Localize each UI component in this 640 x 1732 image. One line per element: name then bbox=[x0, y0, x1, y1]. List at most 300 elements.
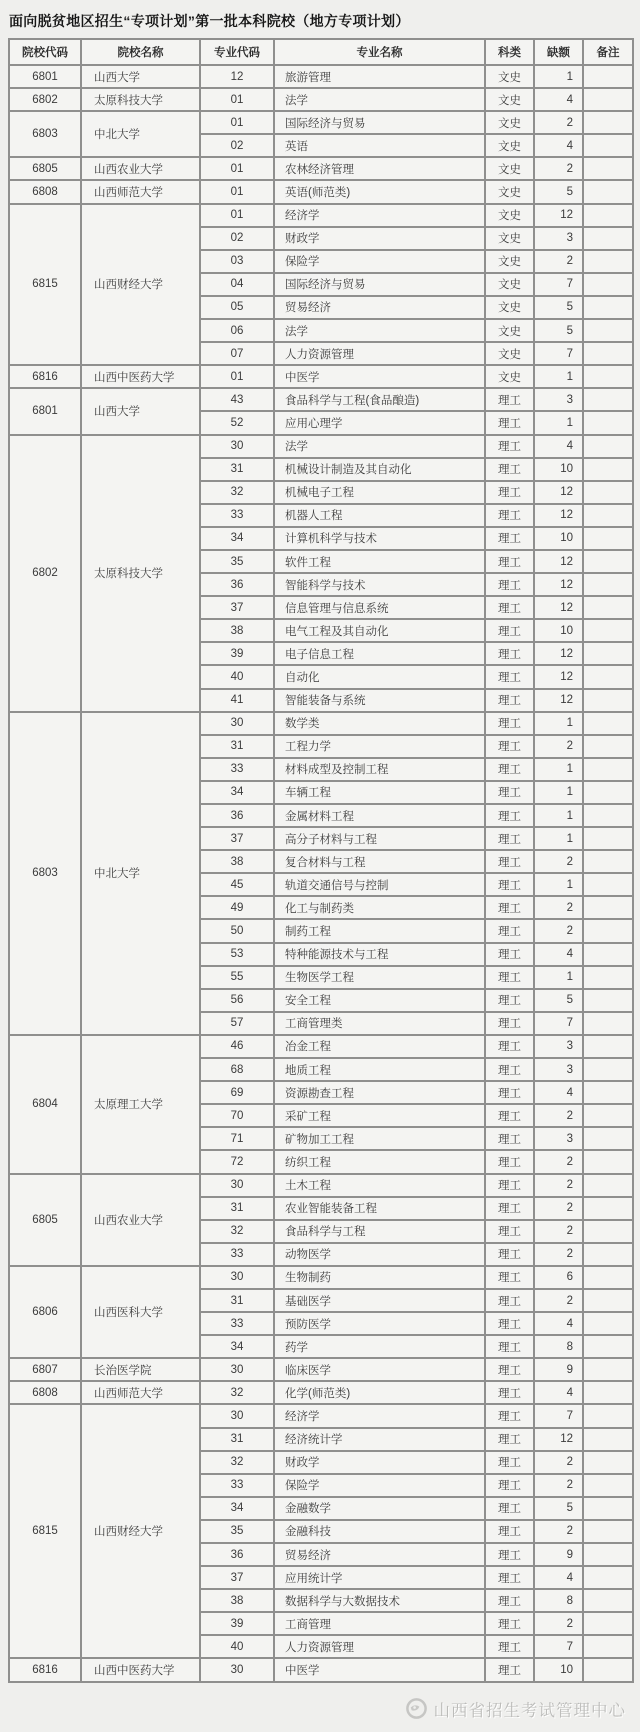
category-cell: 理工 bbox=[485, 896, 534, 919]
vacancy-cell: 1 bbox=[534, 781, 583, 804]
major-name-cell: 采矿工程 bbox=[274, 1104, 485, 1127]
major-name-cell: 中医学 bbox=[274, 1658, 485, 1681]
vacancy-cell: 12 bbox=[534, 1428, 583, 1451]
note-cell bbox=[583, 1220, 633, 1243]
major-name-cell: 预防医学 bbox=[274, 1312, 485, 1335]
note-cell bbox=[583, 1474, 633, 1497]
category-cell: 理工 bbox=[485, 827, 534, 850]
note-cell bbox=[583, 919, 633, 942]
college-name-cell: 山西师范大学 bbox=[81, 1381, 200, 1404]
vacancy-cell: 1 bbox=[534, 873, 583, 896]
note-cell bbox=[583, 1035, 633, 1058]
vacancy-cell: 2 bbox=[534, 250, 583, 273]
major-name-cell: 英语 bbox=[274, 134, 485, 157]
college-name-cell: 太原科技大学 bbox=[81, 435, 200, 712]
note-cell bbox=[583, 111, 633, 134]
vacancy-cell: 9 bbox=[534, 1358, 583, 1381]
category-cell: 理工 bbox=[485, 1566, 534, 1589]
major-name-cell: 资源勘查工程 bbox=[274, 1081, 485, 1104]
major-name-cell: 经济学 bbox=[274, 1404, 485, 1427]
major-name-cell: 经济统计学 bbox=[274, 1428, 485, 1451]
major-name-cell: 生物制药 bbox=[274, 1266, 485, 1289]
vacancy-cell: 2 bbox=[534, 1520, 583, 1543]
admissions-vacancy-table bbox=[8, 38, 634, 1683]
column-header-6: 备注 bbox=[583, 39, 633, 65]
major-code-cell: 30 bbox=[200, 1658, 274, 1681]
major-name-cell: 自动化 bbox=[274, 665, 485, 688]
major-code-cell: 38 bbox=[200, 1589, 274, 1612]
vacancy-cell: 4 bbox=[534, 435, 583, 458]
major-name-cell: 地质工程 bbox=[274, 1058, 485, 1081]
major-name-cell: 动物医学 bbox=[274, 1243, 485, 1266]
major-name-cell: 机械设计制造及其自动化 bbox=[274, 458, 485, 481]
major-code-cell: 01 bbox=[200, 180, 274, 203]
note-cell bbox=[583, 689, 633, 712]
note-cell bbox=[583, 943, 633, 966]
category-cell: 文史 bbox=[485, 296, 534, 319]
note-cell bbox=[583, 550, 633, 573]
table-header-row bbox=[9, 39, 633, 65]
college-code-cell: 6803 bbox=[9, 712, 81, 1035]
table-body bbox=[9, 65, 633, 1682]
college-code-cell: 6802 bbox=[9, 88, 81, 111]
category-cell: 理工 bbox=[485, 873, 534, 896]
vacancy-cell: 8 bbox=[534, 1589, 583, 1612]
vacancy-cell: 2 bbox=[534, 919, 583, 942]
major-name-cell: 人力资源管理 bbox=[274, 342, 485, 365]
note-cell bbox=[583, 250, 633, 273]
major-name-cell: 矿物加工工程 bbox=[274, 1127, 485, 1150]
college-name-cell: 山西财经大学 bbox=[81, 204, 200, 366]
note-cell bbox=[583, 1289, 633, 1312]
major-name-cell: 法学 bbox=[274, 435, 485, 458]
major-name-cell: 财政学 bbox=[274, 1451, 485, 1474]
table-row bbox=[9, 712, 633, 735]
table-row bbox=[9, 1381, 633, 1404]
category-cell: 理工 bbox=[485, 1635, 534, 1658]
major-code-cell: 02 bbox=[200, 134, 274, 157]
college-name-cell: 中北大学 bbox=[81, 111, 200, 157]
category-cell: 理工 bbox=[485, 1012, 534, 1035]
major-code-cell: 34 bbox=[200, 527, 274, 550]
major-code-cell: 39 bbox=[200, 1612, 274, 1635]
college-code-cell: 6802 bbox=[9, 435, 81, 712]
major-name-cell: 化学(师范类) bbox=[274, 1381, 485, 1404]
major-name-cell: 智能装备与系统 bbox=[274, 689, 485, 712]
category-cell: 理工 bbox=[485, 689, 534, 712]
vacancy-cell: 12 bbox=[534, 642, 583, 665]
note-cell bbox=[583, 1127, 633, 1150]
major-name-cell: 国际经济与贸易 bbox=[274, 273, 485, 296]
category-cell: 理工 bbox=[485, 1451, 534, 1474]
category-cell: 理工 bbox=[485, 1058, 534, 1081]
major-name-cell: 安全工程 bbox=[274, 989, 485, 1012]
note-cell bbox=[583, 1612, 633, 1635]
note-cell bbox=[583, 1404, 633, 1427]
major-name-cell: 计算机科学与技术 bbox=[274, 527, 485, 550]
vacancy-cell: 2 bbox=[534, 157, 583, 180]
category-cell: 理工 bbox=[485, 1220, 534, 1243]
note-cell bbox=[583, 1589, 633, 1612]
college-name-cell: 中北大学 bbox=[81, 712, 200, 1035]
note-cell bbox=[583, 388, 633, 411]
major-code-cell: 37 bbox=[200, 1566, 274, 1589]
vacancy-cell: 9 bbox=[534, 1543, 583, 1566]
major-code-cell: 32 bbox=[200, 1220, 274, 1243]
major-code-cell: 45 bbox=[200, 873, 274, 896]
major-name-cell: 金融数学 bbox=[274, 1497, 485, 1520]
note-cell bbox=[583, 319, 633, 342]
category-cell: 理工 bbox=[485, 712, 534, 735]
major-code-cell: 33 bbox=[200, 1312, 274, 1335]
category-cell: 理工 bbox=[485, 619, 534, 642]
vacancy-cell: 8 bbox=[534, 1335, 583, 1358]
major-code-cell: 30 bbox=[200, 1266, 274, 1289]
note-cell bbox=[583, 1543, 633, 1566]
major-code-cell: 40 bbox=[200, 1635, 274, 1658]
major-code-cell: 04 bbox=[200, 273, 274, 296]
vacancy-cell: 4 bbox=[534, 943, 583, 966]
major-name-cell: 药学 bbox=[274, 1335, 485, 1358]
category-cell: 理工 bbox=[485, 919, 534, 942]
category-cell: 文史 bbox=[485, 342, 534, 365]
note-cell bbox=[583, 966, 633, 989]
vacancy-cell: 3 bbox=[534, 1058, 583, 1081]
major-name-cell: 人力资源管理 bbox=[274, 1635, 485, 1658]
college-code-cell: 6816 bbox=[9, 1658, 81, 1681]
major-code-cell: 32 bbox=[200, 1381, 274, 1404]
major-name-cell: 软件工程 bbox=[274, 550, 485, 573]
category-cell: 理工 bbox=[485, 781, 534, 804]
major-code-cell: 03 bbox=[200, 250, 274, 273]
major-name-cell: 金融科技 bbox=[274, 1520, 485, 1543]
major-name-cell: 保险学 bbox=[274, 1474, 485, 1497]
college-name-cell: 山西农业大学 bbox=[81, 157, 200, 180]
category-cell: 理工 bbox=[485, 735, 534, 758]
category-cell: 理工 bbox=[485, 1381, 534, 1404]
major-name-cell: 纺织工程 bbox=[274, 1150, 485, 1173]
category-cell: 理工 bbox=[485, 1428, 534, 1451]
major-code-cell: 50 bbox=[200, 919, 274, 942]
college-code-cell: 6806 bbox=[9, 1266, 81, 1358]
note-cell bbox=[583, 642, 633, 665]
vacancy-cell: 7 bbox=[534, 1012, 583, 1035]
vacancy-cell: 2 bbox=[534, 1174, 583, 1197]
major-name-cell: 制药工程 bbox=[274, 919, 485, 942]
note-cell bbox=[583, 1150, 633, 1173]
major-name-cell: 财政学 bbox=[274, 227, 485, 250]
vacancy-cell: 2 bbox=[534, 1220, 583, 1243]
college-name-cell: 长治医学院 bbox=[81, 1358, 200, 1381]
major-name-cell: 机器人工程 bbox=[274, 504, 485, 527]
major-name-cell: 智能科学与技术 bbox=[274, 573, 485, 596]
column-header-4: 科类 bbox=[485, 39, 534, 65]
college-code-cell: 6803 bbox=[9, 111, 81, 157]
note-cell bbox=[583, 1635, 633, 1658]
category-cell: 理工 bbox=[485, 1289, 534, 1312]
category-cell: 理工 bbox=[485, 458, 534, 481]
vacancy-cell: 10 bbox=[534, 527, 583, 550]
page-title: 面向脱贫地区招生“专项计划”第一批本科院校（地方专项计划） bbox=[9, 13, 410, 29]
major-name-cell: 复合材料与工程 bbox=[274, 850, 485, 873]
vacancy-cell: 2 bbox=[534, 1612, 583, 1635]
major-code-cell: 70 bbox=[200, 1104, 274, 1127]
category-cell: 文史 bbox=[485, 365, 534, 388]
category-cell: 理工 bbox=[485, 1404, 534, 1427]
major-name-cell: 工程力学 bbox=[274, 735, 485, 758]
vacancy-cell: 12 bbox=[534, 689, 583, 712]
major-code-cell: 05 bbox=[200, 296, 274, 319]
major-code-cell: 49 bbox=[200, 896, 274, 919]
category-cell: 理工 bbox=[485, 435, 534, 458]
major-name-cell: 工商管理类 bbox=[274, 1012, 485, 1035]
category-cell: 理工 bbox=[485, 966, 534, 989]
vacancy-cell: 2 bbox=[534, 1104, 583, 1127]
category-cell: 理工 bbox=[485, 665, 534, 688]
table-header bbox=[9, 39, 633, 65]
major-code-cell: 01 bbox=[200, 365, 274, 388]
major-name-cell: 化工与制药类 bbox=[274, 896, 485, 919]
table-row bbox=[9, 1035, 633, 1058]
table-row bbox=[9, 435, 633, 458]
major-code-cell: 01 bbox=[200, 157, 274, 180]
vacancy-cell: 1 bbox=[534, 966, 583, 989]
major-code-cell: 02 bbox=[200, 227, 274, 250]
note-cell bbox=[583, 65, 633, 88]
vacancy-cell: 4 bbox=[534, 1566, 583, 1589]
vacancy-cell: 7 bbox=[534, 342, 583, 365]
note-cell bbox=[583, 342, 633, 365]
category-cell: 理工 bbox=[485, 1474, 534, 1497]
category-cell: 理工 bbox=[485, 1312, 534, 1335]
major-name-cell: 贸易经济 bbox=[274, 1543, 485, 1566]
major-name-cell: 英语(师范类) bbox=[274, 180, 485, 203]
major-name-cell: 生物医学工程 bbox=[274, 966, 485, 989]
vacancy-cell: 2 bbox=[534, 1243, 583, 1266]
major-code-cell: 38 bbox=[200, 619, 274, 642]
major-name-cell: 法学 bbox=[274, 88, 485, 111]
major-name-cell: 工商管理 bbox=[274, 1612, 485, 1635]
table-row bbox=[9, 388, 633, 411]
note-cell bbox=[583, 1058, 633, 1081]
major-code-cell: 33 bbox=[200, 1474, 274, 1497]
vacancy-cell: 1 bbox=[534, 758, 583, 781]
major-code-cell: 57 bbox=[200, 1012, 274, 1035]
category-cell: 理工 bbox=[485, 1243, 534, 1266]
table-row bbox=[9, 1266, 633, 1289]
major-code-cell: 32 bbox=[200, 1451, 274, 1474]
footer bbox=[0, 1697, 626, 1721]
major-name-cell: 高分子材料与工程 bbox=[274, 827, 485, 850]
note-cell bbox=[583, 88, 633, 111]
vacancy-cell: 2 bbox=[534, 850, 583, 873]
category-cell: 理工 bbox=[485, 411, 534, 434]
category-cell: 理工 bbox=[485, 1197, 534, 1220]
category-cell: 理工 bbox=[485, 1150, 534, 1173]
category-cell: 理工 bbox=[485, 573, 534, 596]
major-code-cell: 12 bbox=[200, 65, 274, 88]
major-code-cell: 30 bbox=[200, 1358, 274, 1381]
major-code-cell: 33 bbox=[200, 758, 274, 781]
category-cell: 理工 bbox=[485, 850, 534, 873]
category-cell: 文史 bbox=[485, 204, 534, 227]
college-name-cell: 山西财经大学 bbox=[81, 1404, 200, 1658]
college-name-cell: 山西大学 bbox=[81, 388, 200, 434]
major-name-cell: 金属材料工程 bbox=[274, 804, 485, 827]
note-cell bbox=[583, 1428, 633, 1451]
note-cell bbox=[583, 989, 633, 1012]
vacancy-cell: 3 bbox=[534, 1127, 583, 1150]
note-cell bbox=[583, 1197, 633, 1220]
college-code-cell: 6801 bbox=[9, 388, 81, 434]
category-cell: 理工 bbox=[485, 1520, 534, 1543]
note-cell bbox=[583, 1266, 633, 1289]
column-header-5: 缺额 bbox=[534, 39, 583, 65]
vacancy-cell: 2 bbox=[534, 1474, 583, 1497]
note-cell bbox=[583, 1012, 633, 1035]
major-code-cell: 30 bbox=[200, 712, 274, 735]
vacancy-cell: 5 bbox=[534, 1497, 583, 1520]
major-code-cell: 37 bbox=[200, 596, 274, 619]
note-cell bbox=[583, 1381, 633, 1404]
major-code-cell: 39 bbox=[200, 642, 274, 665]
vacancy-cell: 1 bbox=[534, 804, 583, 827]
vacancy-cell: 2 bbox=[534, 1289, 583, 1312]
major-code-cell: 32 bbox=[200, 481, 274, 504]
note-cell bbox=[583, 758, 633, 781]
major-name-cell: 电子信息工程 bbox=[274, 642, 485, 665]
note-cell bbox=[583, 850, 633, 873]
table-row bbox=[9, 1404, 633, 1427]
vacancy-cell: 10 bbox=[534, 1658, 583, 1681]
major-name-cell: 中医学 bbox=[274, 365, 485, 388]
major-code-cell: 30 bbox=[200, 1404, 274, 1427]
note-cell bbox=[583, 735, 633, 758]
category-cell: 理工 bbox=[485, 943, 534, 966]
major-name-cell: 电气工程及其自动化 bbox=[274, 619, 485, 642]
college-code-cell: 6808 bbox=[9, 1381, 81, 1404]
table-row bbox=[9, 65, 633, 88]
category-cell: 理工 bbox=[485, 1266, 534, 1289]
category-cell: 理工 bbox=[485, 1035, 534, 1058]
major-name-cell: 机械电子工程 bbox=[274, 481, 485, 504]
category-cell: 理工 bbox=[485, 527, 534, 550]
vacancy-cell: 10 bbox=[534, 619, 583, 642]
major-name-cell: 食品科学与工程 bbox=[274, 1220, 485, 1243]
major-code-cell: 33 bbox=[200, 1243, 274, 1266]
major-code-cell: 71 bbox=[200, 1127, 274, 1150]
note-cell bbox=[583, 619, 633, 642]
note-cell bbox=[583, 458, 633, 481]
vacancy-cell: 4 bbox=[534, 1081, 583, 1104]
column-header-2: 专业代码 bbox=[200, 39, 274, 65]
note-cell bbox=[583, 1081, 633, 1104]
vacancy-cell: 2 bbox=[534, 1197, 583, 1220]
major-name-cell: 应用统计学 bbox=[274, 1566, 485, 1589]
major-name-cell: 土木工程 bbox=[274, 1174, 485, 1197]
category-cell: 理工 bbox=[485, 1543, 534, 1566]
vacancy-cell: 12 bbox=[534, 573, 583, 596]
vacancy-cell: 5 bbox=[534, 989, 583, 1012]
table-row bbox=[9, 204, 633, 227]
college-code-cell: 6816 bbox=[9, 365, 81, 388]
note-cell bbox=[583, 873, 633, 896]
category-cell: 文史 bbox=[485, 88, 534, 111]
category-cell: 理工 bbox=[485, 550, 534, 573]
major-code-cell: 72 bbox=[200, 1150, 274, 1173]
major-name-cell: 临床医学 bbox=[274, 1358, 485, 1381]
major-code-cell: 01 bbox=[200, 204, 274, 227]
vacancy-cell: 2 bbox=[534, 735, 583, 758]
major-code-cell: 37 bbox=[200, 827, 274, 850]
vacancy-cell: 5 bbox=[534, 180, 583, 203]
vacancy-cell: 1 bbox=[534, 827, 583, 850]
college-code-cell: 6815 bbox=[9, 1404, 81, 1658]
college-name-cell: 山西农业大学 bbox=[81, 1174, 200, 1266]
table-row bbox=[9, 157, 633, 180]
major-code-cell: 36 bbox=[200, 573, 274, 596]
vacancy-cell: 12 bbox=[534, 204, 583, 227]
vacancy-cell: 12 bbox=[534, 550, 583, 573]
major-name-cell: 保险学 bbox=[274, 250, 485, 273]
category-cell: 理工 bbox=[485, 989, 534, 1012]
major-code-cell: 40 bbox=[200, 665, 274, 688]
vacancy-cell: 12 bbox=[534, 481, 583, 504]
category-cell: 理工 bbox=[485, 1081, 534, 1104]
vacancy-cell: 2 bbox=[534, 1150, 583, 1173]
vacancy-cell: 3 bbox=[534, 227, 583, 250]
major-code-cell: 34 bbox=[200, 1497, 274, 1520]
category-cell: 理工 bbox=[485, 758, 534, 781]
vacancy-cell: 2 bbox=[534, 896, 583, 919]
major-code-cell: 55 bbox=[200, 966, 274, 989]
note-cell bbox=[583, 1658, 633, 1681]
note-cell bbox=[583, 896, 633, 919]
column-header-1: 院校名称 bbox=[81, 39, 200, 65]
major-code-cell: 07 bbox=[200, 342, 274, 365]
major-code-cell: 34 bbox=[200, 781, 274, 804]
note-cell bbox=[583, 781, 633, 804]
major-name-cell: 贸易经济 bbox=[274, 296, 485, 319]
note-cell bbox=[583, 157, 633, 180]
column-header-3: 专业名称 bbox=[274, 39, 485, 65]
category-cell: 文史 bbox=[485, 134, 534, 157]
vacancy-cell: 7 bbox=[534, 273, 583, 296]
category-cell: 理工 bbox=[485, 1335, 534, 1358]
category-cell: 文史 bbox=[485, 319, 534, 342]
note-cell bbox=[583, 273, 633, 296]
college-name-cell: 山西中医药大学 bbox=[81, 1658, 200, 1681]
note-cell bbox=[583, 134, 633, 157]
major-name-cell: 轨道交通信号与控制 bbox=[274, 873, 485, 896]
vacancy-cell: 6 bbox=[534, 1266, 583, 1289]
college-code-cell: 6808 bbox=[9, 180, 81, 203]
college-name-cell: 太原理工大学 bbox=[81, 1035, 200, 1174]
major-name-cell: 冶金工程 bbox=[274, 1035, 485, 1058]
note-cell bbox=[583, 1312, 633, 1335]
major-code-cell: 31 bbox=[200, 1197, 274, 1220]
category-cell: 理工 bbox=[485, 481, 534, 504]
major-code-cell: 35 bbox=[200, 550, 274, 573]
table-row bbox=[9, 88, 633, 111]
vacancy-cell: 2 bbox=[534, 1451, 583, 1474]
category-cell: 理工 bbox=[485, 642, 534, 665]
major-code-cell: 38 bbox=[200, 850, 274, 873]
major-code-cell: 56 bbox=[200, 989, 274, 1012]
category-cell: 文史 bbox=[485, 250, 534, 273]
major-name-cell: 食品科学与工程(食品酿造) bbox=[274, 388, 485, 411]
vacancy-cell: 4 bbox=[534, 88, 583, 111]
